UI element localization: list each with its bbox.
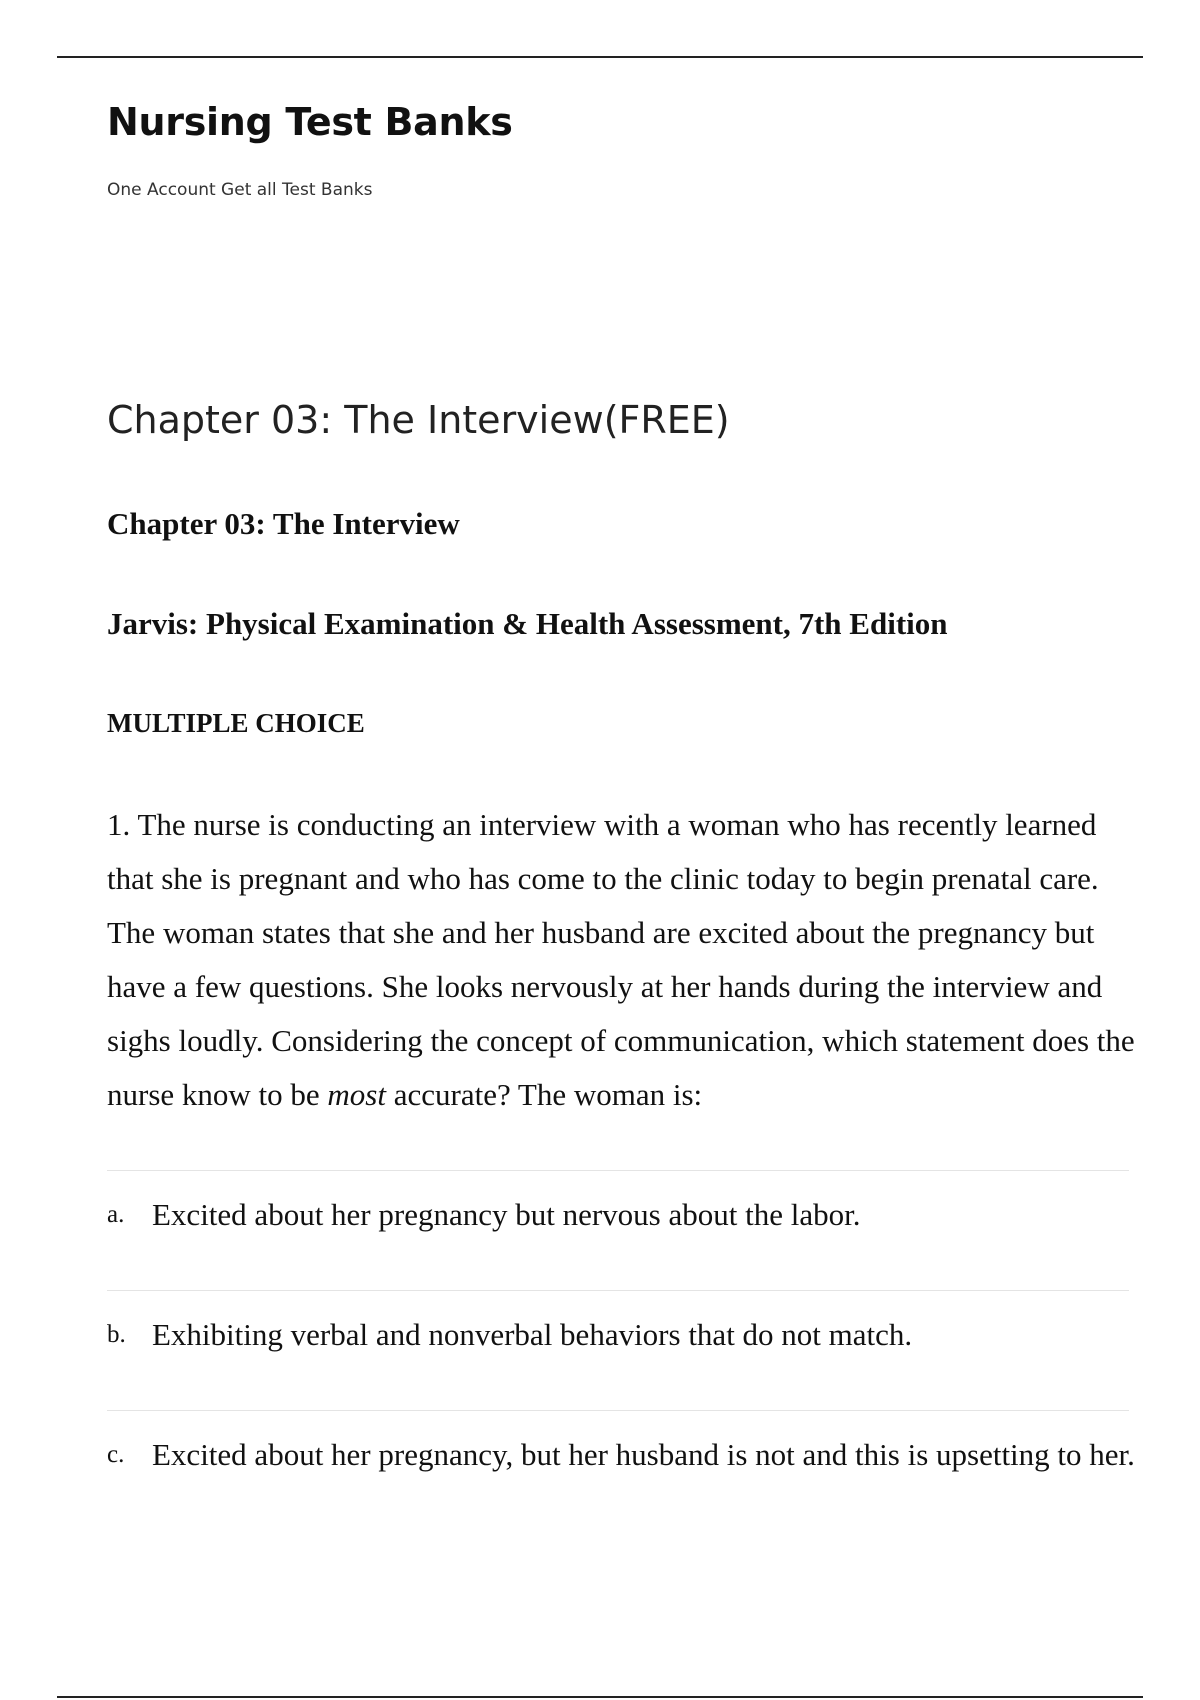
post-title: Chapter 03: The Interview(FREE) — [107, 398, 730, 442]
header-divider — [57, 56, 1143, 58]
footer-divider — [57, 1696, 1143, 1698]
option-letter: c. — [107, 1441, 125, 1468]
site-title[interactable]: Nursing Test Banks — [107, 100, 513, 144]
answer-option-b — [107, 1290, 1129, 1411]
option-letter: b. — [107, 1321, 126, 1348]
answer-option-c — [107, 1410, 1135, 1541]
question-text — [107, 798, 1147, 1122]
site-tagline: One Account Get all Test Banks — [107, 180, 373, 200]
option-text: Excited about her pregnancy but nervous about the labor. — [152, 1197, 861, 1232]
chapter-heading: Chapter 03: The Interview — [107, 506, 460, 541]
option-text: Exhibiting verbal and nonverbal behaviors that do not match. — [152, 1317, 913, 1352]
section-heading: MULTIPLE CHOICE — [107, 708, 365, 738]
option-letter: a. — [107, 1201, 125, 1228]
option-text: Excited about her pregnancy, but her husband is not and this is upsetting to her. — [152, 1437, 1135, 1472]
book-heading: Jarvis: Physical Examination & Health Assessment, 7th Edition — [107, 606, 948, 641]
question-text-start: 1. The nurse is conducting an interview with a woman who has recently learned that she is pregnant and who has come to the clinic today to begin prenatal care. The woman states that she and her husband are excited about the pregnancy but have a few questions. She looks nervously at her hands during the interview and sighs loudly. Considering the concept of communication, which statement does the nurse know to be — [107, 807, 1135, 1112]
answer-option-a — [107, 1170, 1129, 1291]
question-text-end: accurate? The woman is: — [385, 1077, 703, 1112]
question-emphasis: most — [327, 1077, 386, 1112]
